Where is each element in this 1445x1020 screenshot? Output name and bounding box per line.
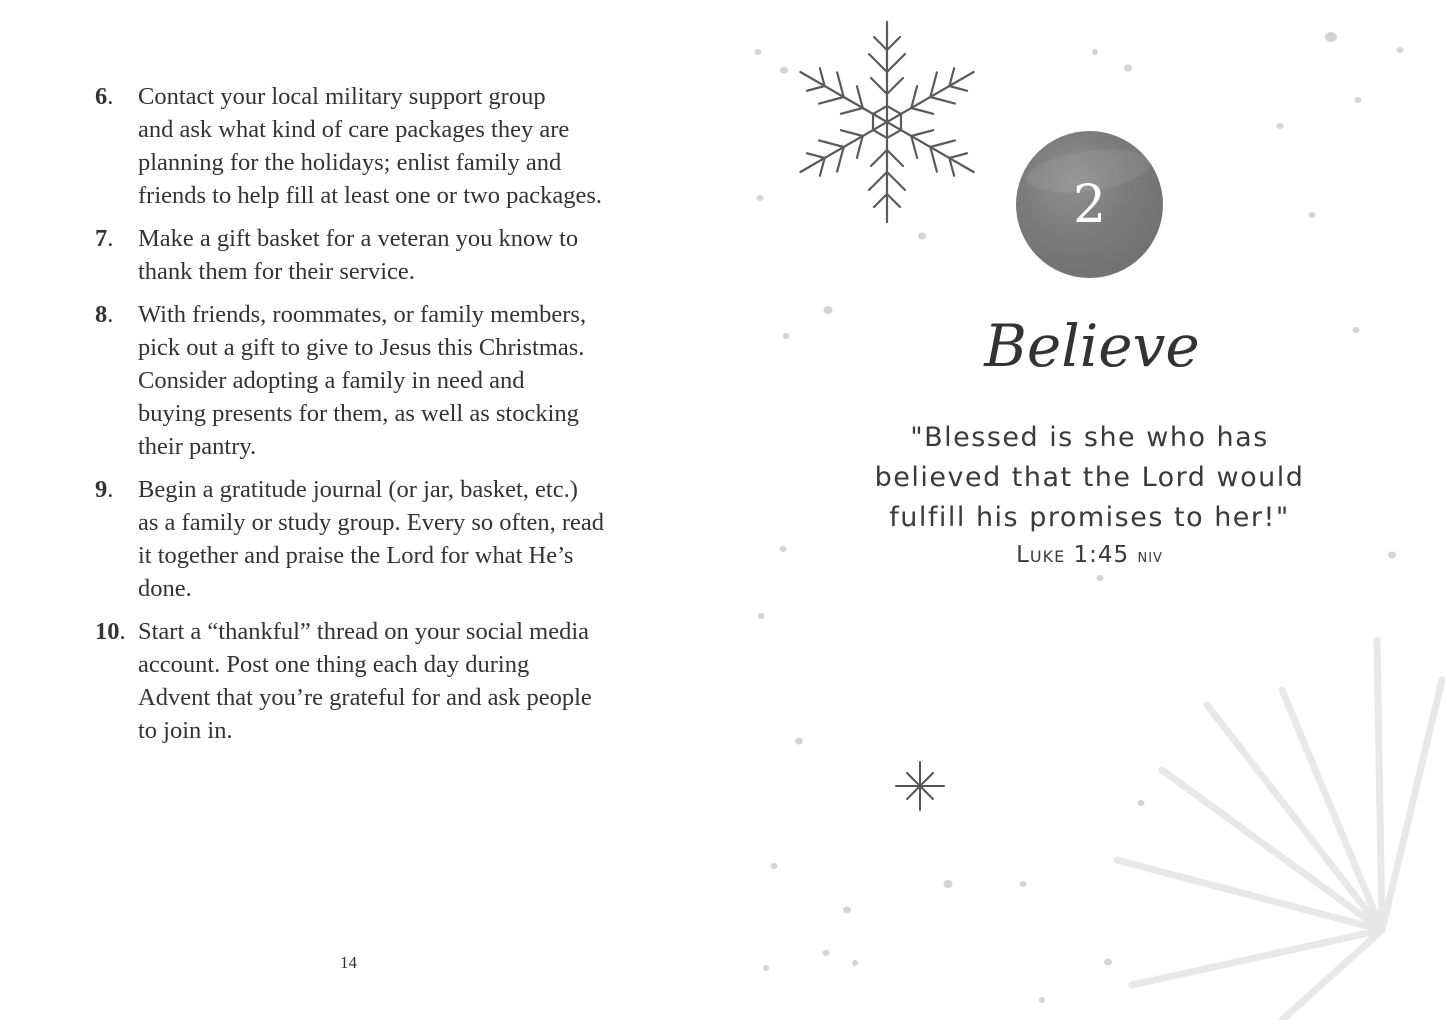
quote-line: believed that the Lord would [874, 462, 1305, 493]
quote-line: fulfill his promises to her!" [889, 502, 1290, 533]
activity-list [95, 80, 655, 757]
item-number: 7. [95, 225, 114, 252]
believe-script-title [967, 298, 1217, 393]
quote-line: "Blessed is she who has [910, 422, 1269, 453]
title-text: Believe [984, 312, 1200, 380]
list-item [95, 615, 655, 747]
item-text: Begin a gratitude journal (or jar, basket, etc.) as a family or study group. Every so often, read it together and praise the Lord for what He’s done. [138, 476, 605, 602]
list-item [95, 473, 655, 605]
reference-book: Luke 1:45 [1016, 542, 1130, 568]
page-number: 14 [340, 953, 357, 972]
scripture-quote [842, 418, 1337, 538]
day-number: 2 [1072, 174, 1107, 235]
list-item [95, 222, 655, 288]
list-item [95, 80, 655, 212]
reference-version: niv [1137, 545, 1163, 567]
item-text: With friends, roommates, or family members, pick out a gift to give to Jesus this Christmas. Consider adopting a family in need and buying presents for them, as well as stocking their pantry. [138, 301, 587, 460]
starburst-icon [1117, 640, 1442, 1020]
item-number: 6. [95, 83, 114, 110]
list-item [95, 298, 655, 463]
item-text: Start a “thankful” thread on your social media account. Post one thing each day during Advent that you’re grateful for and ask people to join in. [138, 618, 592, 744]
left-page [0, 0, 722, 1020]
snowflake-icon [791, 22, 982, 222]
item-number: 8. [95, 301, 114, 328]
item-text: Make a gift basket for a veteran you know to thank them for their service. [138, 225, 579, 285]
sparkle-star-icon [896, 762, 944, 810]
day-number-badge [1016, 131, 1163, 278]
item-number: 9. [95, 476, 114, 503]
scripture-reference [842, 542, 1337, 568]
item-number: 10. [95, 618, 126, 645]
item-text: Contact your local military support group and ask what kind of care packages they are planning for the holidays; enlist family and friends to help fill at least one or two packages. [138, 83, 602, 209]
right-page [722, 0, 1445, 1020]
